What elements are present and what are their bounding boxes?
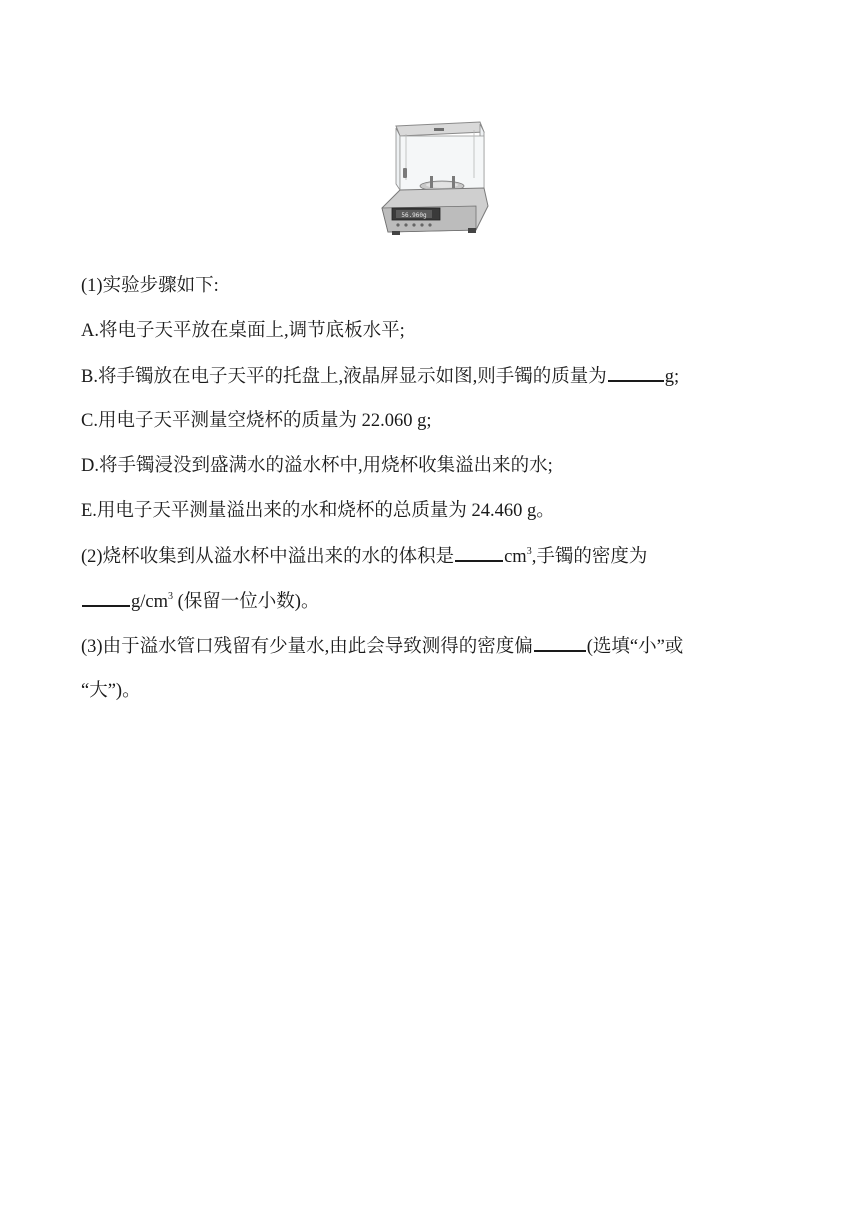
- answer-blank-density[interactable]: [82, 588, 130, 607]
- question-2-line-2: [81, 588, 319, 615]
- electronic-balance-figure: [376, 118, 492, 248]
- answer-blank-mass[interactable]: [608, 363, 664, 382]
- step-c: C.用电子天平测量空烧杯的质量为 22.060 g;: [81, 411, 432, 431]
- answer-blank-volume[interactable]: [455, 543, 503, 562]
- q3-text: (3)由于溢水管口残留有少量水,由此会导致测得的密度偏: [81, 637, 533, 657]
- question-2-line-1: [81, 543, 647, 570]
- q2-unit2-exponent: 3: [168, 591, 173, 602]
- q2-text-density: ,手镯的密度为: [531, 547, 648, 567]
- answer-blank-bias[interactable]: [534, 633, 586, 652]
- q2-unit2: g/cm: [131, 592, 168, 612]
- steps-header: (1)实验步骤如下:: [81, 276, 219, 296]
- step-a: A.将电子天平放在桌面上,调节底板水平;: [81, 321, 405, 341]
- q2-text: (2)烧杯收集到从溢水杯中溢出来的水的体积是: [81, 547, 455, 567]
- question-3-line-2: “大”)。: [81, 681, 141, 701]
- question-3-line-1: [81, 633, 683, 660]
- q2-unit-exponent: 3: [526, 546, 532, 557]
- step-b-text: B.将手镯放在电子天平的托盘上,液晶屏显示如图,则手镯的质量为: [81, 367, 607, 387]
- balance-display-reading: 56.960g: [401, 212, 427, 219]
- step-b-unit: g;: [664, 367, 680, 387]
- q2-note: (保留一位小数)。: [173, 592, 320, 612]
- q2-unit: cm: [504, 547, 527, 567]
- step-b: [81, 363, 679, 390]
- q3-choice-text: (选填“小”或: [586, 637, 684, 657]
- step-d: D.将手镯浸没到盛满水的溢水杯中,用烧杯收集溢出来的水;: [81, 456, 553, 476]
- step-e: E.用电子天平测量溢出来的水和烧杯的总质量为 24.460 g。: [81, 501, 555, 521]
